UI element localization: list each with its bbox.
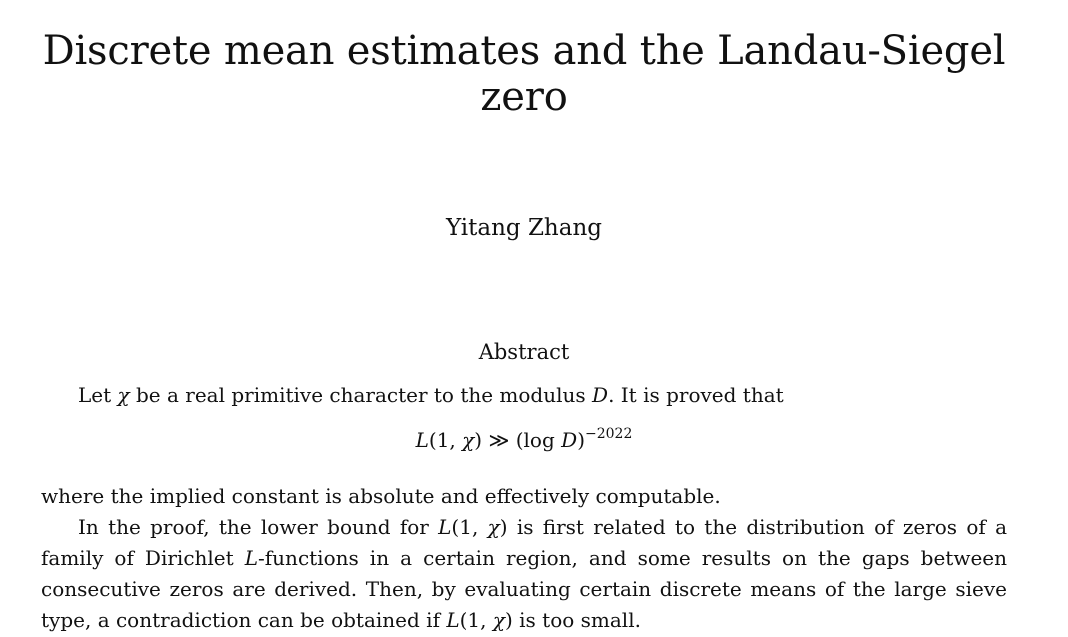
math-chi: χ	[492, 608, 505, 632]
abstract-paragraph-3	[41, 512, 1007, 636]
abstract-paragraph-2: where the implied constant is absolute and effectively computable.	[41, 484, 721, 508]
text-run: Let	[78, 383, 118, 407]
math-args: (1,	[428, 428, 463, 452]
math-relation: ) ≫ (log	[474, 428, 562, 452]
text-run: -functions in a certain region, and some results on the gaps between consecutive zeros are derived. Then, by evaluating certain discrete means of the large sieve type, a contradiction can be obtained if	[41, 546, 1008, 632]
math-args: (1,	[451, 515, 488, 539]
text-run: be a real primitive character to the modulus	[129, 383, 593, 407]
math-close-paren: )	[504, 608, 513, 632]
math-close-paren: )	[499, 515, 508, 539]
abstract-heading: Abstract	[478, 340, 570, 364]
display-equation	[0, 428, 1048, 452]
math-close-paren: )	[577, 428, 585, 452]
math-L: L	[244, 546, 259, 570]
math-D: D	[592, 383, 609, 407]
math-L: L	[446, 608, 460, 632]
text-run: . It is proved that	[608, 383, 784, 407]
math-chi: χ	[462, 428, 475, 452]
text-run: is too small.	[512, 608, 641, 632]
math-chi: χ	[487, 515, 500, 539]
paper-title: Discrete mean estimates and the Landau-Siegel zero	[42, 28, 1006, 120]
math-L: L	[415, 428, 429, 452]
math-D: D	[561, 428, 578, 452]
math-exponent: −2022	[585, 426, 633, 442]
author-name: Yitang Zhang	[446, 215, 602, 241]
math-args: (1,	[459, 608, 493, 632]
math-L: L	[438, 515, 452, 539]
text-run: is first related to the distribution of zeros of a family of Dirichlet	[41, 515, 1007, 570]
abstract-paragraph-1	[78, 380, 784, 411]
math-chi: χ	[117, 383, 130, 407]
text-run: In the proof, the lower bound for	[78, 515, 439, 539]
